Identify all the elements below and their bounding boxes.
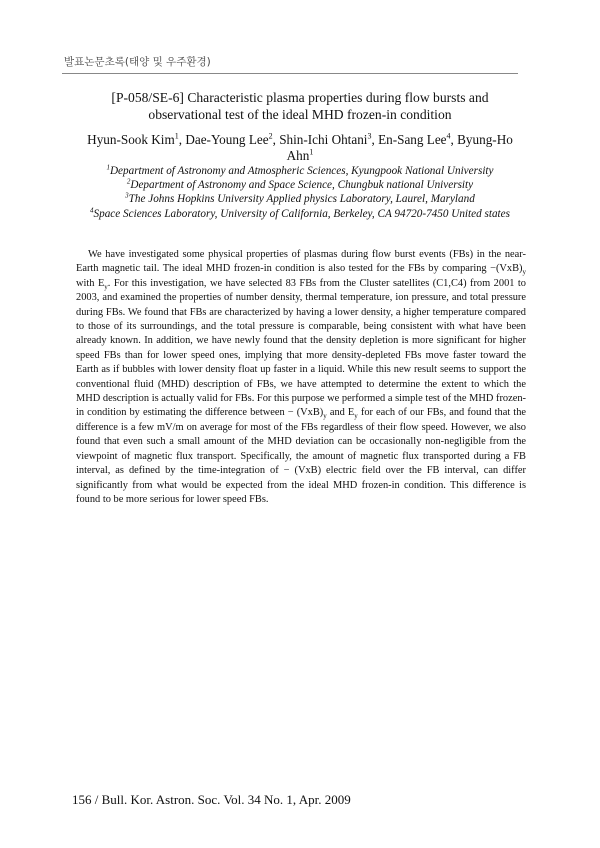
section-header: 발표논문초록(태양 및 우주환경) [64,56,211,68]
header-divider [62,73,518,74]
affiliation: $^4$Space Sciences Laboratory, University of California, Berkeley, CA 94720-7450 United states [90,205,510,220]
author: Byung-Ho Ahn$^1$ [286,132,513,163]
affiliation: $^3$The Johns Hopkins University Applied physics Laboratory, Laurel, Maryland [125,191,475,206]
affiliation: $^2$Department of Astronomy and Space Science, Chungbuk national University [126,177,474,192]
page-footer: 156 / Bull. Kor. Astron. Soc. Vol. 34 No. 1, Apr. 2009 [72,792,351,807]
affiliation-list [74,164,526,221]
author: Shin-Ichi Ohtani$^3$, [279,131,379,147]
author: Hyun-Sook Kim$^1$, [87,131,186,147]
author-list [74,132,526,164]
title-line-1: [P-058/SE-6] Characteristic plasma properties during flow bursts and [111,90,489,105]
title-line-2: observational test of the ideal MHD frozen-in condition [148,107,452,122]
author: En-Sang Lee$^4$, [378,131,458,147]
abstract-body: We have investigated some physical properties of plasmas during flow burst events (FBs) in the near-Earth magnetic tail. The ideal MHD frozen-in condition is also tested for the FBs by comparing $-(VxB)_y$ with $E_y$. For this investigation, we have selected 83 FBs from the Cluster satellites (C1,C4) from 2001 to 2003, and examined the properties of number density, thermal temperature, ion pressure, and total pressure during FBs. We found that FBs are characterized by having a lower density, a higher temperature compared to those of its surroundings, and the total pressure is comparable, being consistent with what have been already known. In addition, we have newly found that the density depletion is more significant for higher speed FBs than for lower speed ones, implying that more density-depleted FBs move faster toward the Earth as if bubbles with lower density float up faster in a liquid. While this new result seems to support the conventional fluid (MHD) description of FBs, we have attempted to determine the extent to which the MHD description is actually valid for FBs. For this purpose we performed a simple test of the MHD frozen-in condition by estimating the difference between − $(VxB)_y$ and $E_y$ for each of our FBs, and found that the difference is a few mV/m on average for most of the FBs regardless of their flow speed. However, we also found that even such a small amount of the MHD deviation can be occasionally non-negligible from the viewpoint of magnetic flux transport. Specifically, the amount of magnetic flux transported during a FB interval, as defined by the time-integration of − (VxB) electric field over the FB interval, can differ significantly from what would be expected from the ideal MHD frozen-in condition. This difference is found to be more serious for lower speed FBs. [76,249,527,505]
affiliation: $^1$Department of Astronomy and Atmospheric Sciences, Kyungpook National University [106,163,494,177]
author: Dae-Young Lee$^2$, [185,131,280,147]
paper-title [70,89,530,123]
